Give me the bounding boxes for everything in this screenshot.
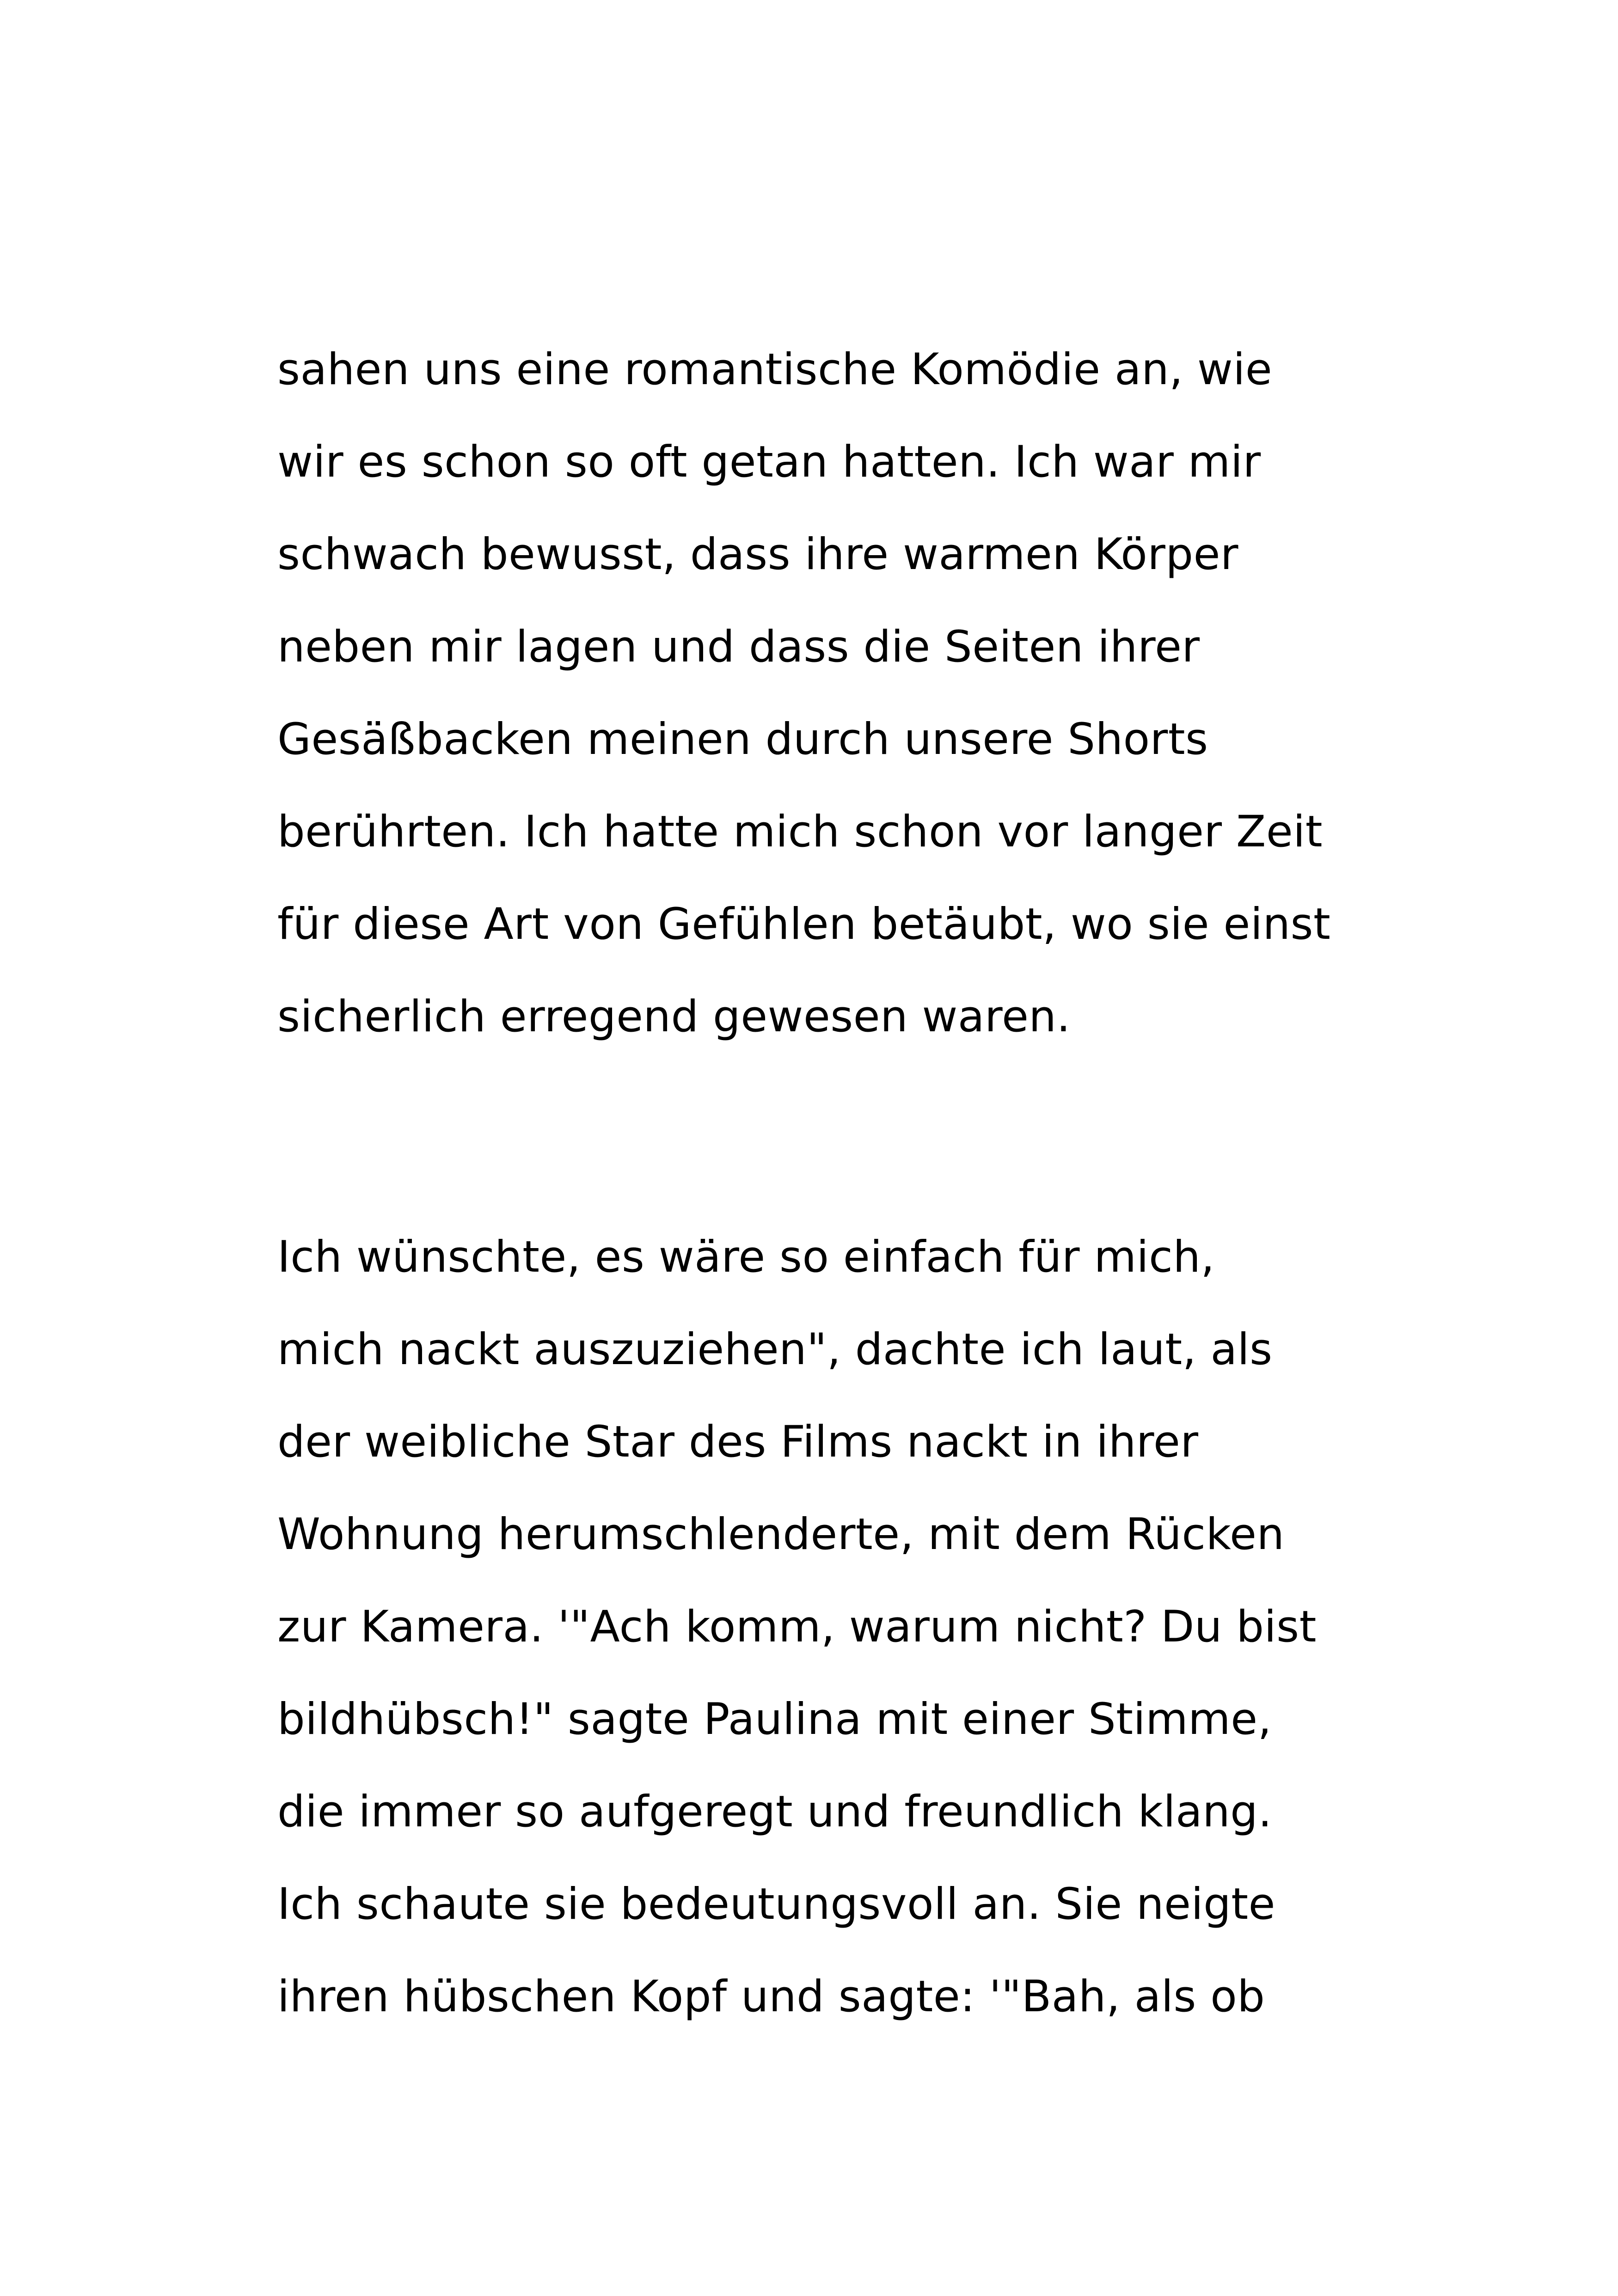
text-line: Wohnung herumschlenderte, mit dem Rücken [277,1509,1285,1560]
text-line: Gesäßbacken meinen durch unsere Shorts [277,714,1208,765]
text-line: ihren hübschen Kopf und sagte: '"Bah, als ob [277,1971,1265,2022]
text-line: sahen uns eine romantische Komödie an, wie [277,344,1273,395]
text-line: zur Kamera. '"Ach komm, warum nicht? Du bist [277,1602,1317,1652]
text-line: bildhübsch!" sagte Paulina mit einer Stimme, [277,1694,1272,1745]
text-line: sicherlich erregend gewesen waren. [277,992,1071,1042]
text-line: die immer so aufgeregt und freundlich klang. [277,1787,1272,1837]
text-line: Ich wünschte, es wäre so einfach für mich, [277,1232,1215,1282]
text-line: mich nackt auszuziehen", dachte ich laut, als [277,1324,1273,1375]
text-line: schwach bewusst, dass ihre warmen Körper [277,529,1239,580]
paragraph-1 [277,324,1387,1063]
text-line: Ich schaute sie bedeutungsvoll an. Sie neigte [277,1879,1275,1929]
text-line: wir es schon so oft getan hatten. Ich war mir [277,437,1261,487]
text-line: berührten. Ich hatte mich schon vor langer Zeit [277,807,1323,857]
text-line: neben mir lagen und dass die Seiten ihrer [277,622,1200,672]
text-line: der weibliche Star des Films nackt in ihrer [277,1417,1199,1467]
text-line: für diese Art von Gefühlen betäubt, wo sie einst [277,899,1331,949]
paragraph-2 [277,1211,1387,2043]
